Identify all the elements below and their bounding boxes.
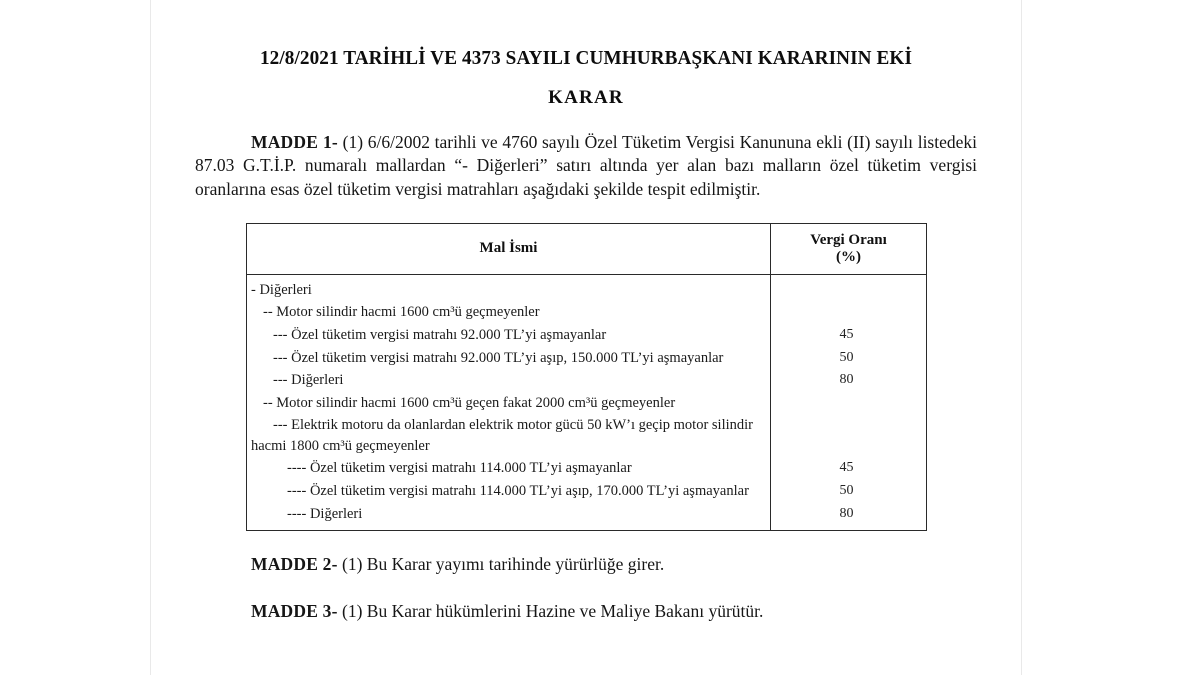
goods-label: --- Diğerleri: [273, 372, 344, 389]
article-1-paragraph: [195, 131, 977, 201]
right-page-gutter-rule: [1021, 0, 1022, 675]
closing-articles-block: [195, 531, 977, 623]
table-row: [247, 392, 927, 415]
column-header-rate-unit: (%): [836, 248, 861, 265]
goods-label: ---- Özel tüketim vergisi matrahı 114.000 TL’yi aşıp, 170.000 TL’yi aşmayanlar: [287, 483, 749, 499]
table-cell-rate: 50: [839, 349, 854, 365]
table-cell-goods: [247, 274, 771, 301]
article-1-block: [195, 107, 977, 201]
table-row: [247, 301, 927, 324]
table-cell-goods: [247, 480, 771, 503]
table-cell-goods: [247, 414, 771, 457]
table-cell-rate: 45: [839, 460, 854, 476]
table-row: [247, 457, 927, 480]
table-row: [247, 480, 927, 503]
table-cell-rate: 50: [839, 483, 854, 498]
tax-rate-table-container: [246, 201, 926, 531]
document-page: [151, 0, 1021, 675]
table-row: [247, 324, 927, 347]
column-header-rate-title: Vergi Oranı: [810, 231, 887, 248]
table-cell-rate: 80: [839, 505, 854, 521]
table-row: [247, 414, 927, 457]
table-cell-rate: 80: [839, 372, 854, 388]
table-header-row: [247, 223, 927, 274]
article-3-paragraph: [195, 576, 977, 623]
tax-rate-table-body: [247, 274, 927, 530]
table-cell-rate: 45: [839, 326, 854, 342]
table-row: [247, 347, 927, 370]
table-cell-goods: [247, 392, 771, 415]
article-1-label: MADDE 1-: [251, 132, 338, 152]
table-cell-rate: [771, 392, 927, 415]
goods-label: --- Özel tüketim vergisi matrahı 92.000 TL’yi aşıp, 150.000 TL’yi aşmayanlar: [273, 349, 724, 366]
goods-label: ---- Diğerleri: [287, 505, 363, 522]
goods-label: --- Elektrik motoru da olanlardan elektrik motor gücü 50 kW’ı geçip motor silindir hacmi 1800 cm³ü geçmeyenler: [251, 417, 753, 454]
goods-label: --- Özel tüketim vergisi matrahı 92.000 TL’yi aşmayanlar: [273, 326, 607, 343]
table-row: [247, 274, 927, 301]
table-cell-goods: [247, 301, 771, 324]
table-row: [247, 503, 927, 531]
table-cell-rate: [771, 301, 927, 324]
article-2-paragraph: [195, 553, 977, 576]
goods-label: - Diğerleri: [251, 281, 312, 298]
article-3-text: (1) Bu Karar hükümlerini Hazine ve Maliye Bakanı yürütür.: [337, 600, 764, 621]
table-cell-rate: [771, 274, 927, 301]
column-header-goods: Mal İsmi: [247, 223, 771, 274]
document-title-line-2: KARAR: [548, 87, 624, 108]
goods-label: -- Motor silindir hacmi 1600 cm³ü geçen fakat 2000 cm³ü geçmeyenler: [263, 394, 676, 411]
table-cell-goods: [247, 324, 771, 347]
document-title: [151, 0, 1021, 107]
goods-label: -- Motor silindir hacmi 1600 cm³ü geçmeyenler: [263, 304, 540, 321]
article-2-text: (1) Bu Karar yayımı tarihinde yürürlüğe girer.: [337, 554, 665, 575]
column-header-rate: [771, 223, 927, 274]
table-cell-goods: [247, 347, 771, 370]
tax-rate-table-head: [247, 223, 927, 274]
table-cell-goods: [247, 369, 771, 392]
goods-label: ---- Özel tüketim vergisi matrahı 114.000 TL’yi aşmayanlar: [287, 460, 632, 477]
article-2-label: MADDE 2-: [251, 554, 338, 575]
article-1-text: (1) 6/6/2002 tarihli ve 4760 sayılı Özel Tüketim Vergisi Kanununa ekli (II) sayılı listedeki 87.03 G.T.İ.P. numaralı mallardan “- Diğerleri” satırı altında yer alan bazı malların özel tüketim vergisi oranlarına esas özel tüketim vergisi matrahları aşağıdaki şekilde tespit edilmiştir.: [195, 132, 977, 199]
table-cell-goods: [247, 503, 771, 531]
table-cell-rate: [771, 414, 927, 457]
tax-rate-table: [246, 223, 927, 531]
document-title-line-1: 12/8/2021 TARİHLİ VE 4373 SAYILI CUMHURBAŞKANI KARARININ EKİ: [259, 47, 913, 69]
article-3-label: MADDE 3-: [251, 600, 338, 621]
table-cell-goods: [247, 457, 771, 480]
table-row: [247, 369, 927, 392]
